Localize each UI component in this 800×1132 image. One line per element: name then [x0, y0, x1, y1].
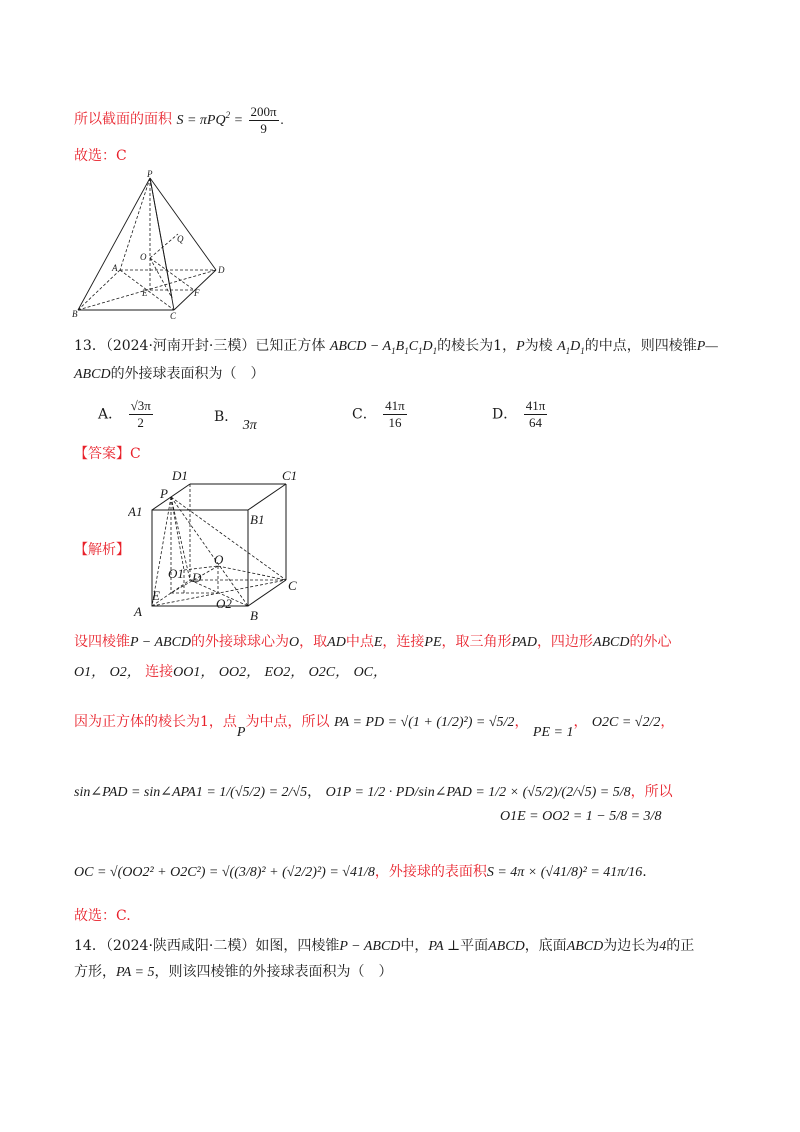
q13-stem-d: 的中点，则四棱锥: [584, 338, 697, 354]
q13-cube: ABCD − $A_1B_1C_1D_1$: [329, 339, 438, 356]
analysis-tag: 【解析】: [74, 542, 130, 558]
answer-line-prev: [74, 146, 127, 166]
s4-O1P: O1P = 1/2 · PD/sin∠PAD = 1/2 × (√5/2)/(2/√5) = 5/8: [325, 785, 631, 800]
solution-line4b: [500, 806, 661, 827]
s4-sin: sin∠PAD = sin∠APA1 = 1/(√5/2) = 2/√5: [74, 785, 308, 800]
s2-OO2: OO2，: [218, 665, 261, 680]
s5-mid: ，外接球的表面积: [374, 864, 487, 880]
fig1-label-F: F: [194, 288, 200, 298]
fig2-label-A1: A1: [128, 504, 143, 519]
s1c: ，取: [299, 634, 328, 650]
option-a-num: √3π: [130, 398, 151, 413]
option-a-fraction: [129, 398, 153, 431]
option-a-label: A．: [98, 406, 123, 423]
s3-O2C: O2C = √2/2: [591, 715, 661, 730]
q14-expr1: P − ABCD: [339, 939, 401, 954]
s1: 设四棱锥: [74, 634, 130, 650]
area-statement: [74, 104, 284, 137]
fig1-label-C: C: [170, 311, 177, 320]
fig1-label-E: E: [142, 288, 148, 298]
area-num: 200π: [250, 104, 277, 119]
s1b: 的外接球球心为: [191, 634, 290, 650]
s1-ABCD: ABCD: [592, 635, 630, 650]
s1-expr: P − ABCD: [130, 635, 192, 650]
s4-tail: ，所以: [630, 784, 673, 800]
q14-stem-f: 的正: [666, 938, 695, 954]
fig2-label-A: A: [134, 604, 142, 619]
cube-figure: [128, 466, 308, 622]
q14-line2-b: ，则该四棱锥的外接球表面积为（ ）: [154, 964, 393, 980]
fig1-label-D: D: [218, 265, 225, 275]
s2-O2C: O2C，: [308, 665, 350, 680]
s1-PAD: PAD: [511, 635, 537, 650]
option-d-fraction: [524, 398, 548, 431]
q13-stem-e: ABCD: [74, 367, 111, 382]
s3: 因为正方体的棱长为1，点: [74, 714, 237, 730]
q13-pyramid: P—: [696, 339, 718, 354]
s6: 故选：C.: [74, 908, 131, 924]
q14-source: （2024·陕西咸阳·二模）: [105, 938, 256, 954]
fig2-label-O: O: [214, 552, 224, 567]
area-lead: 所以截面的面积: [74, 111, 172, 128]
solution-line5: OC = √(OO2² + O2C²) = √((3/8)² + (√2/2)²) = √41/8，外接球的表面积S = 4π × (√41/8)² = 41π/16.: [74, 864, 647, 880]
q13-option-d[interactable]: [492, 398, 549, 431]
s5-OC: OC = √(OO2² + O2C²) = √((3/8)² + (√2/2)²) = √41/8: [74, 865, 375, 880]
s1g: ，四边形: [536, 634, 593, 650]
q14-expr5: 4: [659, 939, 667, 954]
q13-cube-sub-b: 1: [404, 346, 409, 356]
option-a-den: 2: [137, 415, 144, 430]
q13-stem-a: 已知正方体: [255, 338, 326, 354]
q14-stem-e: 为边长为: [603, 938, 660, 954]
s3-expr: PA = PD = √(1 + (1/2)²) = √5/2: [333, 715, 515, 730]
s1-O: O: [289, 635, 300, 650]
q14-expr4: ABCD: [566, 939, 604, 954]
q13-stem-b: 的棱长为1，: [437, 338, 517, 354]
s2-OO1: OO1，: [173, 665, 215, 680]
q14-stem-b: 中，: [400, 938, 429, 954]
s3-PE: PE = 1: [532, 725, 574, 740]
fig2-label-D: D: [192, 570, 202, 585]
answer-text-prev: 故选：C: [74, 148, 127, 164]
q14-stem-a: 如图，四棱锥: [255, 938, 340, 954]
s2-OC: OC，: [353, 665, 388, 680]
fig1-label-P: P: [147, 170, 153, 179]
q13-cube-text: ABCD − A: [329, 339, 392, 354]
option-c-label: C．: [352, 406, 377, 423]
q13-number: 13．: [74, 338, 106, 354]
s4-O1E: O1E = OO2 = 1 − 5/8 = 3/8: [500, 809, 662, 824]
answer-value: C: [130, 446, 141, 462]
s3b: 为中点，所以: [245, 714, 330, 730]
q14-number: 14．: [74, 938, 106, 954]
s1-PE: PE: [424, 635, 442, 650]
q13-cube-sub-c: 1: [418, 346, 423, 356]
q13-stem-line1: [74, 336, 718, 361]
s5-S: S = 4π × (√41/8)² = 41π/16: [486, 865, 643, 880]
solution-line3: 因为正方体的棱长为1，点P为中点，所以 PA = PD = √(1 + (1/2)²) = √5/2， PE = 1， O2C = √2/2，: [74, 714, 675, 740]
s1d: 中点: [345, 634, 374, 650]
q14-expr3: ABCD: [488, 939, 525, 954]
option-d-num: 41π: [525, 398, 546, 413]
s3-P: P: [236, 725, 246, 740]
q13-stem-line2: [74, 364, 265, 385]
option-c-den: 16: [388, 415, 402, 430]
q14-expr2: PA ⊥: [428, 939, 461, 954]
answer-tag: 【答案】: [74, 446, 130, 462]
q14-stem-d: ，底面: [524, 938, 567, 954]
option-d-label: D．: [492, 406, 518, 423]
option-c-fraction: [383, 398, 407, 431]
q13-answer: [74, 444, 141, 464]
s2-EO2: EO2，: [264, 665, 305, 680]
q13-stem-c: 为棱: [524, 338, 553, 354]
fig1-label-Q: Q: [177, 234, 184, 244]
fig2-label-C: C: [288, 578, 297, 593]
q13-edge: $A_1D_1$: [557, 339, 585, 356]
solution-line2: [74, 662, 387, 683]
q13-option-b[interactable]: [214, 406, 257, 433]
option-c-num: 41π: [385, 398, 405, 413]
area-den: 9: [260, 121, 267, 136]
q14-stem-c: 平面: [460, 938, 489, 954]
q14-expr6: PA = 5: [116, 965, 155, 980]
fig2-label-P: P: [160, 486, 168, 501]
area-formula-left: S = πPQ: [176, 112, 226, 128]
fig2-label-O1: O1: [168, 566, 184, 581]
option-b-text: 3π: [242, 418, 257, 433]
fig2-label-D1: D1: [172, 468, 188, 483]
q13-source: （2024·河南开封·三模）: [105, 338, 256, 354]
s1e: ，连接: [382, 634, 425, 650]
q14-stem-line2: [74, 962, 393, 983]
fig1-label-A: A: [112, 263, 118, 273]
q14-stem-line1: [74, 936, 694, 957]
s1f: ，取三角形: [441, 634, 512, 650]
s1h: 的外心: [629, 634, 672, 650]
option-b-label: B．: [214, 409, 239, 425]
area-fraction: [249, 104, 279, 137]
s2-O2: O2，: [109, 665, 141, 680]
fig2-label-O2: O2: [216, 596, 232, 611]
fig2-label-B1: B1: [250, 512, 265, 527]
solution-line1: [74, 632, 672, 653]
solution-line4: sin∠PAD = sin∠APA1 = 1/(√5/2) = 2/√5， O1P = 1/2 · PD/sin∠PAD = 1/2 × (√5/2)/(2/√5) = 5/8，所以: [74, 784, 673, 800]
q13-option-c[interactable]: [352, 398, 409, 431]
s2-O1: O1，: [74, 665, 106, 680]
q13-option-a[interactable]: [98, 398, 155, 431]
fig1-label-B: B: [72, 309, 78, 319]
fig2-label-C1: C1: [282, 468, 298, 483]
area-formula: S = πPQ$^2$ = $\frac{200\pi}{9}$ .: [176, 104, 285, 136]
pyramid-figure: [70, 170, 240, 320]
fig2-label-E: E: [152, 588, 160, 603]
q13-analysis-tag: [74, 540, 130, 560]
q13-cube-sub-d: 1: [432, 346, 438, 356]
solution-answer: [74, 906, 131, 926]
s1-AD: AD: [327, 635, 346, 650]
q13-p-label: P: [516, 339, 525, 354]
option-d-den: 64: [528, 415, 542, 430]
area-sq: 2: [225, 109, 231, 120]
q14-line2-a: 方形，: [74, 964, 116, 980]
q13-edge-text: A: [557, 339, 566, 354]
q13-stem-f: 的外接球表面积为（ ）: [110, 366, 265, 382]
fig2-label-B: B: [250, 608, 258, 622]
q13-cube-sub-a: 1: [391, 346, 396, 356]
s2-lead: 连接: [145, 664, 174, 680]
s1-E: E: [373, 635, 383, 650]
fig1-label-O: O: [140, 252, 147, 262]
